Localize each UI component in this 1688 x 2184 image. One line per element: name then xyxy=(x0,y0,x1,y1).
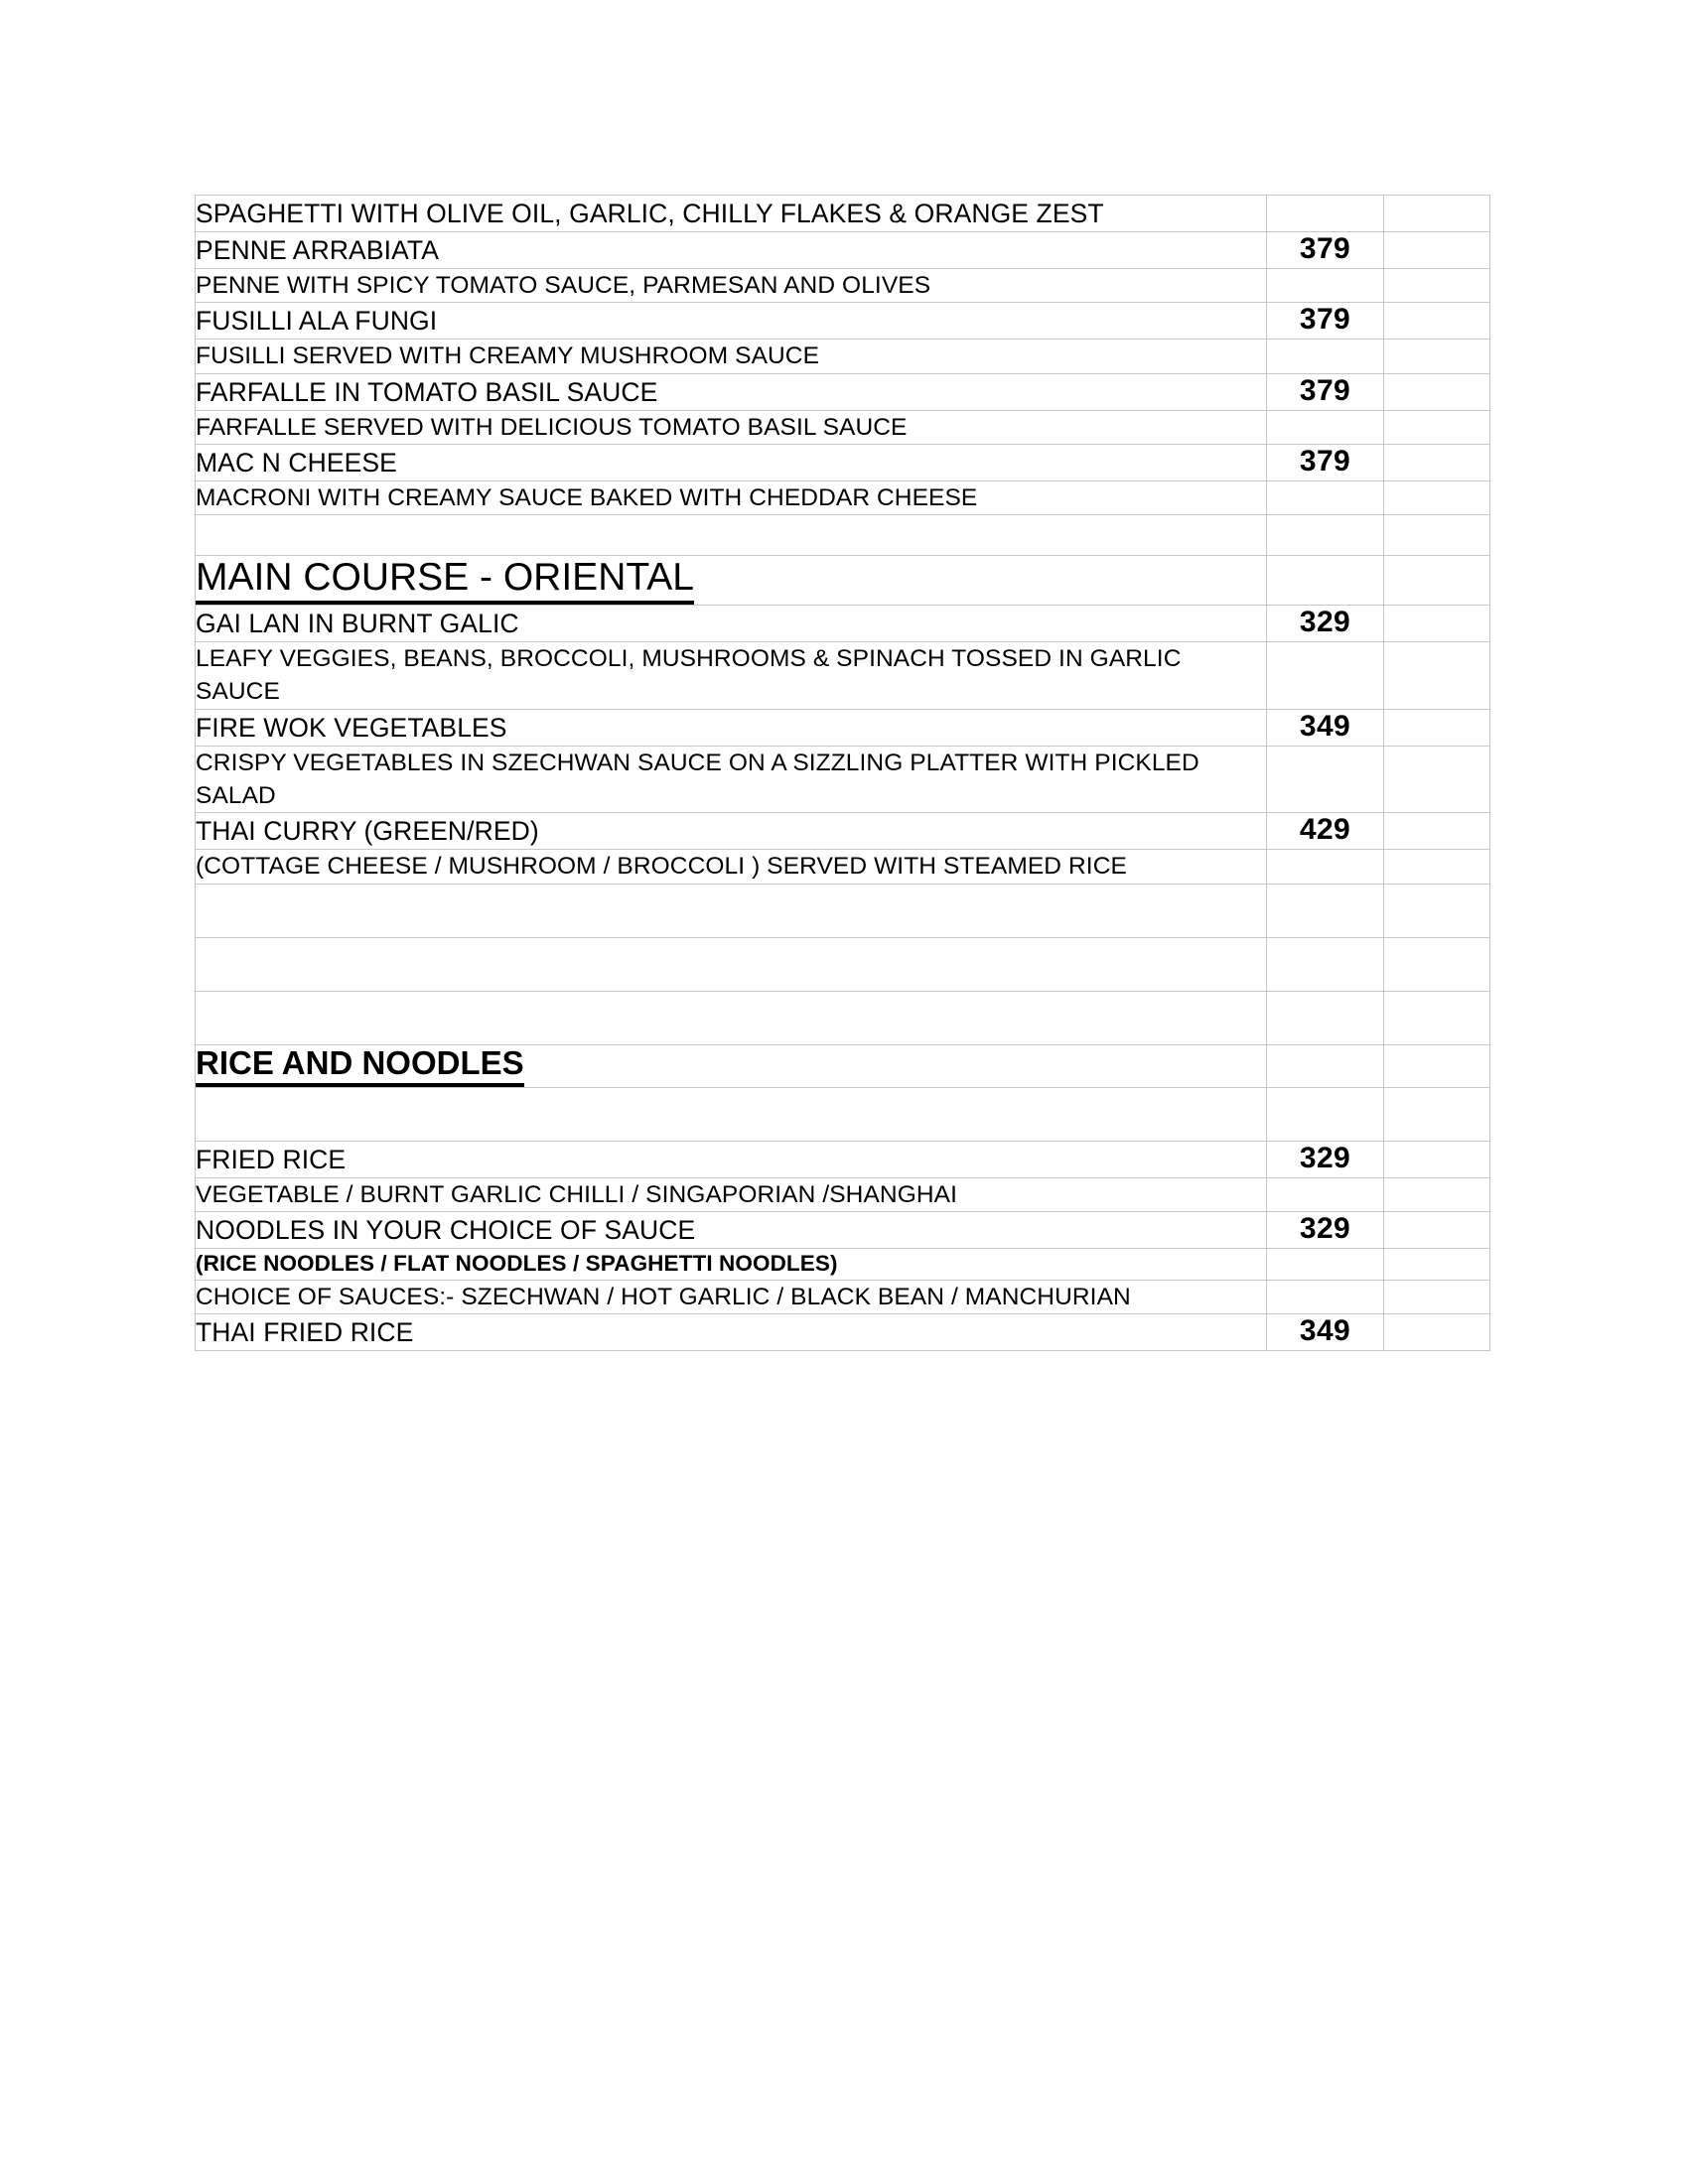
menu-item-name-cell: SPAGHETTI WITH OLIVE OIL, GARLIC, CHILLY FLAKES & ORANGE ZEST xyxy=(196,196,1267,232)
table-row xyxy=(196,515,1490,556)
menu-item-name-cell: GAI LAN IN BURNT GALIC xyxy=(196,606,1267,642)
menu-item-description-cell: (COTTAGE CHEESE / MUSHROOM / BROCCOLI ) SERVED WITH STEAMED RICE xyxy=(196,850,1267,884)
menu-item-price-cell: 349 xyxy=(1267,1313,1384,1350)
table-row xyxy=(196,303,1490,340)
menu-item-description-cell: MACRONI WITH CREAMY SAUCE BAKED WITH CHEDDAR CHEESE xyxy=(196,481,1267,515)
menu-item-price-cell xyxy=(1267,1177,1384,1211)
menu-item-extra-cell xyxy=(1384,1177,1490,1211)
menu-item-price-cell xyxy=(1267,481,1384,515)
spacer-cell xyxy=(196,991,1267,1044)
menu-item-name-cell: NOODLES IN YOUR CHOICE OF SAUCE xyxy=(196,1212,1267,1249)
menu-table-body xyxy=(196,196,1490,1351)
menu-item-extra-cell xyxy=(1384,445,1490,481)
menu-item-extra-cell xyxy=(1384,1087,1490,1141)
menu-item-price-cell xyxy=(1267,1087,1384,1141)
spacer xyxy=(196,885,1266,937)
menu-item-extra-cell xyxy=(1384,340,1490,373)
menu-item-description-cell: CHOICE OF SAUCES:- SZECHWAN / HOT GARLIC / BLACK BEAN / MANCHURIAN xyxy=(196,1280,1267,1313)
menu-item-name-cell: PENNE ARRABIATA xyxy=(196,232,1267,269)
menu-item-name-cell: FIRE WOK VEGETABLES xyxy=(196,709,1267,746)
table-row xyxy=(196,937,1490,991)
table-row xyxy=(196,606,1490,642)
menu-item-price-cell xyxy=(1267,410,1384,444)
table-row xyxy=(196,556,1490,606)
table-row xyxy=(196,340,1490,373)
menu-item-extra-cell xyxy=(1384,606,1490,642)
section-heading-cell xyxy=(196,1044,1267,1087)
menu-item-description-cell: FARFALLE SERVED WITH DELICIOUS TOMATO BASIL SAUCE xyxy=(196,410,1267,444)
menu-item-extra-cell xyxy=(1384,196,1490,232)
menu-item-price-cell xyxy=(1267,642,1384,710)
menu-item-description-cell: VEGETABLE / BURNT GARLIC CHILLI / SINGAPORIAN /SHANGHAI xyxy=(196,1177,1267,1211)
menu-item-price-cell xyxy=(1267,515,1384,556)
menu-item-price-cell: 329 xyxy=(1267,1212,1384,1249)
menu-item-name-cell: MAC N CHEESE xyxy=(196,445,1267,481)
spacer xyxy=(196,1088,1266,1141)
menu-item-price-cell: 379 xyxy=(1267,445,1384,481)
menu-item-extra-cell xyxy=(1384,1044,1490,1087)
menu-item-extra-cell xyxy=(1384,556,1490,606)
menu-item-extra-cell xyxy=(1384,515,1490,556)
menu-item-extra-cell xyxy=(1384,991,1490,1044)
menu-item-extra-cell xyxy=(1384,1280,1490,1313)
menu-item-name-cell: FRIED RICE xyxy=(196,1141,1267,1177)
menu-item-extra-cell xyxy=(1384,481,1490,515)
menu-item-name-cell: FARFALLE IN TOMATO BASIL SAUCE xyxy=(196,373,1267,410)
table-row xyxy=(196,445,1490,481)
menu-item-extra-cell xyxy=(1384,813,1490,850)
spacer xyxy=(196,992,1266,1044)
table-row xyxy=(196,481,1490,515)
menu-item-extra-cell xyxy=(1384,303,1490,340)
table-row xyxy=(196,850,1490,884)
menu-item-extra-cell xyxy=(1384,884,1490,937)
menu-item-description-cell: CRISPY VEGETABLES IN SZECHWAN SAUCE ON A SIZZLING PLATTER WITH PICKLED SALAD xyxy=(196,746,1267,813)
menu-item-name-cell: THAI CURRY (GREEN/RED) xyxy=(196,813,1267,850)
table-row xyxy=(196,1249,1490,1281)
menu-item-price-cell xyxy=(1267,1044,1384,1087)
menu-item-extra-cell xyxy=(1384,269,1490,303)
menu-item-price-cell xyxy=(1267,1249,1384,1281)
menu-item-name-cell: THAI FRIED RICE xyxy=(196,1313,1267,1350)
table-row xyxy=(196,1212,1490,1249)
table-row xyxy=(196,1313,1490,1350)
spacer-cell xyxy=(196,937,1267,991)
menu-item-price-cell: 429 xyxy=(1267,813,1384,850)
table-row xyxy=(196,1044,1490,1087)
menu-item-description-cell: LEAFY VEGGIES, BEANS, BROCCOLI, MUSHROOMS & SPINACH TOSSED IN GARLIC SAUCE xyxy=(196,642,1267,710)
menu-item-extra-cell xyxy=(1384,1141,1490,1177)
menu-item-name-cell: FUSILLI ALA FUNGI xyxy=(196,303,1267,340)
spacer xyxy=(196,515,1266,555)
menu-item-price-cell xyxy=(1267,884,1384,937)
table-row xyxy=(196,813,1490,850)
menu-item-extra-cell xyxy=(1384,232,1490,269)
table-row xyxy=(196,1177,1490,1211)
spacer-cell xyxy=(196,1087,1267,1141)
menu-item-price-cell xyxy=(1267,850,1384,884)
menu-item-price-cell: 329 xyxy=(1267,1141,1384,1177)
menu-item-extra-cell xyxy=(1384,1313,1490,1350)
table-row xyxy=(196,709,1490,746)
menu-item-extra-cell xyxy=(1384,1212,1490,1249)
menu-item-extra-cell xyxy=(1384,410,1490,444)
menu-item-price-cell xyxy=(1267,556,1384,606)
menu-item-extra-cell xyxy=(1384,937,1490,991)
menu-item-price-cell xyxy=(1267,1280,1384,1313)
menu-item-price-cell: 349 xyxy=(1267,709,1384,746)
menu-item-price-cell xyxy=(1267,269,1384,303)
table-row xyxy=(196,232,1490,269)
table-row xyxy=(196,642,1490,710)
menu-item-description-cell: FUSILLI SERVED WITH CREAMY MUSHROOM SAUCE xyxy=(196,340,1267,373)
menu-item-price-cell: 379 xyxy=(1267,303,1384,340)
menu-item-price-cell xyxy=(1267,340,1384,373)
section-heading-label: MAIN COURSE - ORIENTAL xyxy=(196,556,694,605)
menu-item-extra-cell xyxy=(1384,1249,1490,1281)
table-row xyxy=(196,991,1490,1044)
menu-item-extra-cell xyxy=(1384,642,1490,710)
table-row xyxy=(196,1087,1490,1141)
table-row xyxy=(196,884,1490,937)
menu-table xyxy=(195,195,1490,1351)
menu-item-extra-cell xyxy=(1384,709,1490,746)
menu-item-description-cell: PENNE WITH SPICY TOMATO SAUCE, PARMESAN AND OLIVES xyxy=(196,269,1267,303)
spacer-cell xyxy=(196,515,1267,556)
table-row xyxy=(196,196,1490,232)
table-row xyxy=(196,746,1490,813)
section-heading-label: RICE AND NOODLES xyxy=(196,1045,524,1087)
menu-item-price-cell: 379 xyxy=(1267,373,1384,410)
menu-item-price-cell: 329 xyxy=(1267,606,1384,642)
menu-item-price-cell xyxy=(1267,196,1384,232)
spacer-cell xyxy=(196,884,1267,937)
menu-item-extra-cell xyxy=(1384,373,1490,410)
table-row xyxy=(196,1141,1490,1177)
table-row xyxy=(196,373,1490,410)
table-row xyxy=(196,1280,1490,1313)
menu-item-price-cell xyxy=(1267,746,1384,813)
menu-item-extra-cell xyxy=(1384,746,1490,813)
section-heading-cell xyxy=(196,556,1267,606)
table-row xyxy=(196,269,1490,303)
menu-note-cell: (RICE NOODLES / FLAT NOODLES / SPAGHETTI NOODLES) xyxy=(196,1249,1267,1281)
table-row xyxy=(196,410,1490,444)
menu-item-extra-cell xyxy=(1384,850,1490,884)
menu-item-price-cell xyxy=(1267,937,1384,991)
menu-item-price-cell: 379 xyxy=(1267,232,1384,269)
spacer xyxy=(196,938,1266,991)
menu-item-price-cell xyxy=(1267,991,1384,1044)
